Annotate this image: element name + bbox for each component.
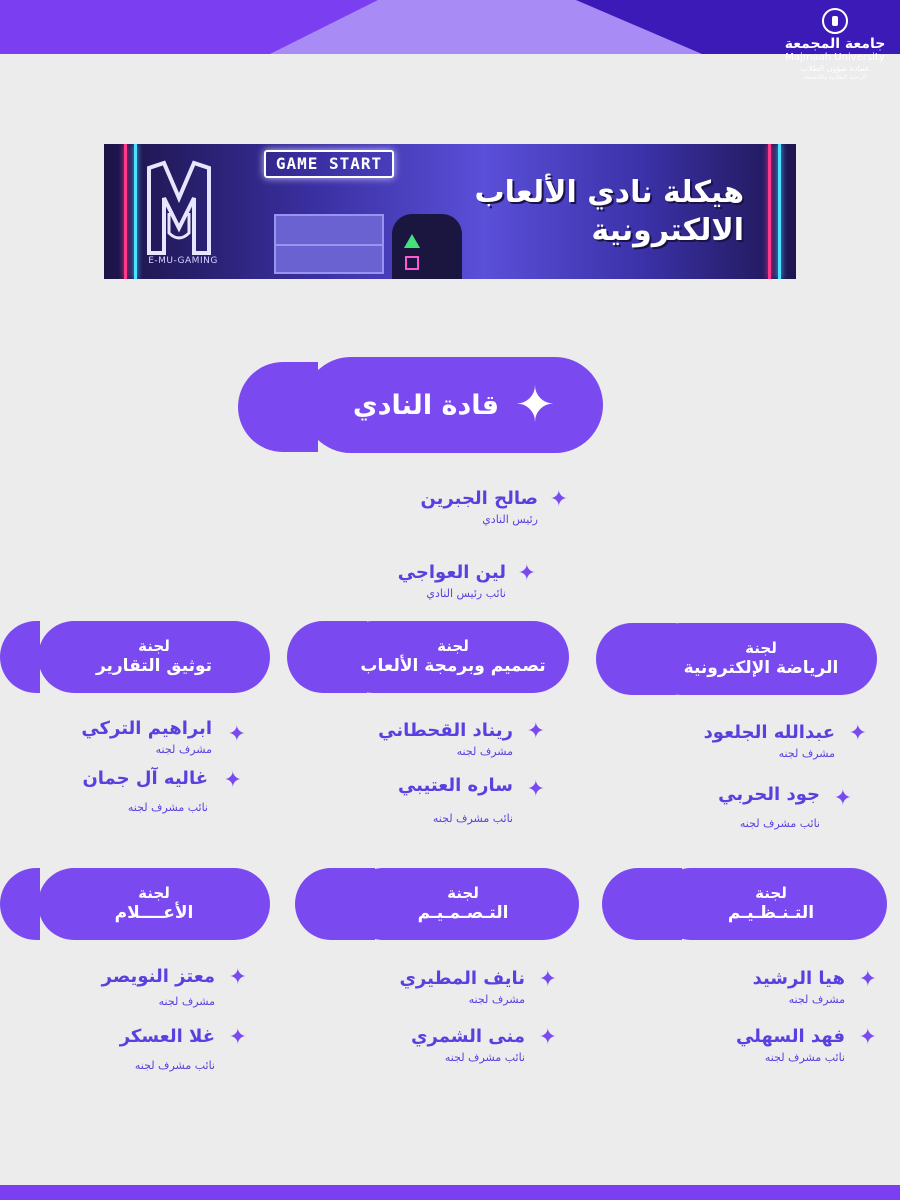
committee-reports-documentation — [38, 621, 270, 693]
person-name: فهد السهلي — [735, 1026, 845, 1047]
person-role: نائب مشرف لجنه — [764, 1051, 845, 1064]
banner-title — [404, 174, 744, 250]
sparkle-icon: ✦ — [227, 722, 246, 747]
person-name: جود الحربي — [718, 784, 820, 805]
committee-label: لجنة — [745, 639, 777, 657]
person-name: معتز النويصر — [101, 966, 215, 987]
person-role: مشرف لجنه — [158, 995, 215, 1008]
committee-media — [38, 868, 270, 940]
sparkle-icon — [513, 385, 553, 425]
sparkle-icon: ✦ — [538, 1025, 557, 1050]
committee-label: لجنة — [437, 637, 469, 655]
person-role: نائب مشرف لجنه — [739, 817, 820, 830]
leaders-pill — [303, 357, 603, 453]
emu-gaming-logo-icon — [144, 158, 214, 258]
media-supervisor — [101, 965, 247, 1008]
committee-esports — [645, 623, 877, 695]
sparkle-icon: ✦ — [858, 1025, 877, 1050]
committee-label: لجنة — [447, 884, 479, 902]
person-role: نائب رئيس النادي — [426, 587, 506, 600]
university-name-en: Majmaah University — [785, 52, 885, 63]
committee-label: لجنة — [755, 884, 787, 902]
committee-game-design-programming — [337, 621, 569, 693]
committee-name: الأعــــلام — [114, 903, 194, 923]
design-vice-supervisor — [411, 1025, 557, 1064]
leader-president — [420, 487, 568, 526]
sparkle-icon: ✦ — [848, 721, 867, 746]
sparkle-icon: ✦ — [228, 1025, 247, 1050]
committee-name: تصميم وبرمجة الألعاب — [360, 656, 546, 676]
organization-vice-supervisor — [735, 1025, 877, 1064]
committee-design — [347, 868, 579, 940]
committee-name: توثيق التقارير — [95, 656, 213, 676]
person-role: نائب مشرف لجنه — [444, 1051, 525, 1064]
banner-image — [104, 144, 796, 279]
game-start-sign: GAME START — [264, 150, 394, 178]
committee-pill-tab — [0, 868, 40, 940]
person-role: مشرف لجنه — [778, 747, 835, 760]
person-name: لين العواجي — [397, 562, 506, 583]
committee-label: لجنة — [138, 884, 170, 902]
sparkle-icon: ✦ — [526, 719, 545, 744]
person-name: ريناد القحطاني — [378, 720, 513, 741]
sparkle-icon: ✦ — [858, 967, 877, 992]
leaders-title: قادة النادي — [352, 389, 500, 421]
person-name: ساره العتيبي — [397, 775, 513, 796]
person-name: عبدالله الجلعود — [703, 722, 835, 743]
neon-light — [778, 144, 781, 279]
neon-light — [124, 144, 127, 279]
deanship-sub: الرعاية الطلابية والأنشطة — [803, 74, 867, 81]
person-name: ابراهيم التركي — [81, 718, 212, 739]
person-name: غاليه آل جمان — [82, 768, 208, 789]
neon-light — [768, 144, 771, 279]
media-vice-supervisor — [119, 1025, 247, 1072]
banner-logo-text: E-MU-GAMING — [148, 256, 218, 266]
game-design-supervisor — [378, 719, 545, 758]
reports-vice-supervisor — [82, 768, 242, 814]
committee-pill-tab — [0, 621, 40, 693]
sparkle-icon: ✦ — [549, 487, 568, 512]
organization-supervisor — [752, 967, 877, 1006]
committee-label: لجنة — [138, 637, 170, 655]
game-design-vice-supervisor — [397, 775, 545, 825]
person-role: مشرف لجنه — [468, 993, 525, 1006]
person-role: نائب مشرف لجنه — [134, 1059, 215, 1072]
shelf-graphic — [274, 214, 384, 274]
person-name: صالح الجبرين — [420, 488, 538, 509]
person-name: نايف المطيري — [399, 968, 525, 989]
person-role: نائب مشرف لجنه — [127, 801, 208, 814]
person-name: هيا الرشيد — [752, 968, 845, 989]
esports-vice-supervisor — [718, 784, 852, 830]
person-role: مشرف لجنه — [788, 993, 845, 1006]
bottom-decoration-band — [0, 1185, 900, 1200]
sparkle-icon: ✦ — [228, 965, 247, 990]
person-role: رئيس النادي — [482, 513, 538, 526]
university-name-ar: جامعة المجمعة — [784, 36, 886, 52]
person-name: منى الشمري — [411, 1026, 525, 1047]
banner-title-line1: هيكلة نادي الألعاب — [474, 175, 744, 210]
university-seal-icon — [822, 8, 848, 34]
neon-light — [134, 144, 137, 279]
esports-supervisor — [703, 721, 867, 760]
person-role: نائب مشرف لجنه — [432, 812, 513, 825]
committee-name: التـنـظـيـم — [727, 903, 815, 923]
person-role: مشرف لجنه — [155, 743, 212, 756]
deanship-name: عمادة شؤون الطلاب — [800, 64, 870, 73]
committee-name: التـصـمـيـم — [417, 903, 509, 923]
committee-organization — [655, 868, 887, 940]
university-logo — [780, 8, 890, 94]
person-name: غلا العسكر — [119, 1026, 215, 1047]
sparkle-icon: ✦ — [517, 561, 536, 586]
committee-name: الرياضة الإلكترونية — [683, 658, 839, 678]
sparkle-icon: ✦ — [526, 777, 545, 802]
banner-title-line2: الالكترونية — [591, 213, 744, 248]
sparkle-icon: ✦ — [833, 786, 852, 811]
person-role: مشرف لجنه — [456, 745, 513, 758]
sparkle-icon: ✦ — [538, 967, 557, 992]
leader-vice-president — [397, 561, 536, 600]
design-supervisor — [399, 967, 557, 1006]
sparkle-icon: ✦ — [223, 768, 242, 793]
square-icon — [405, 256, 419, 270]
reports-supervisor — [81, 718, 246, 756]
